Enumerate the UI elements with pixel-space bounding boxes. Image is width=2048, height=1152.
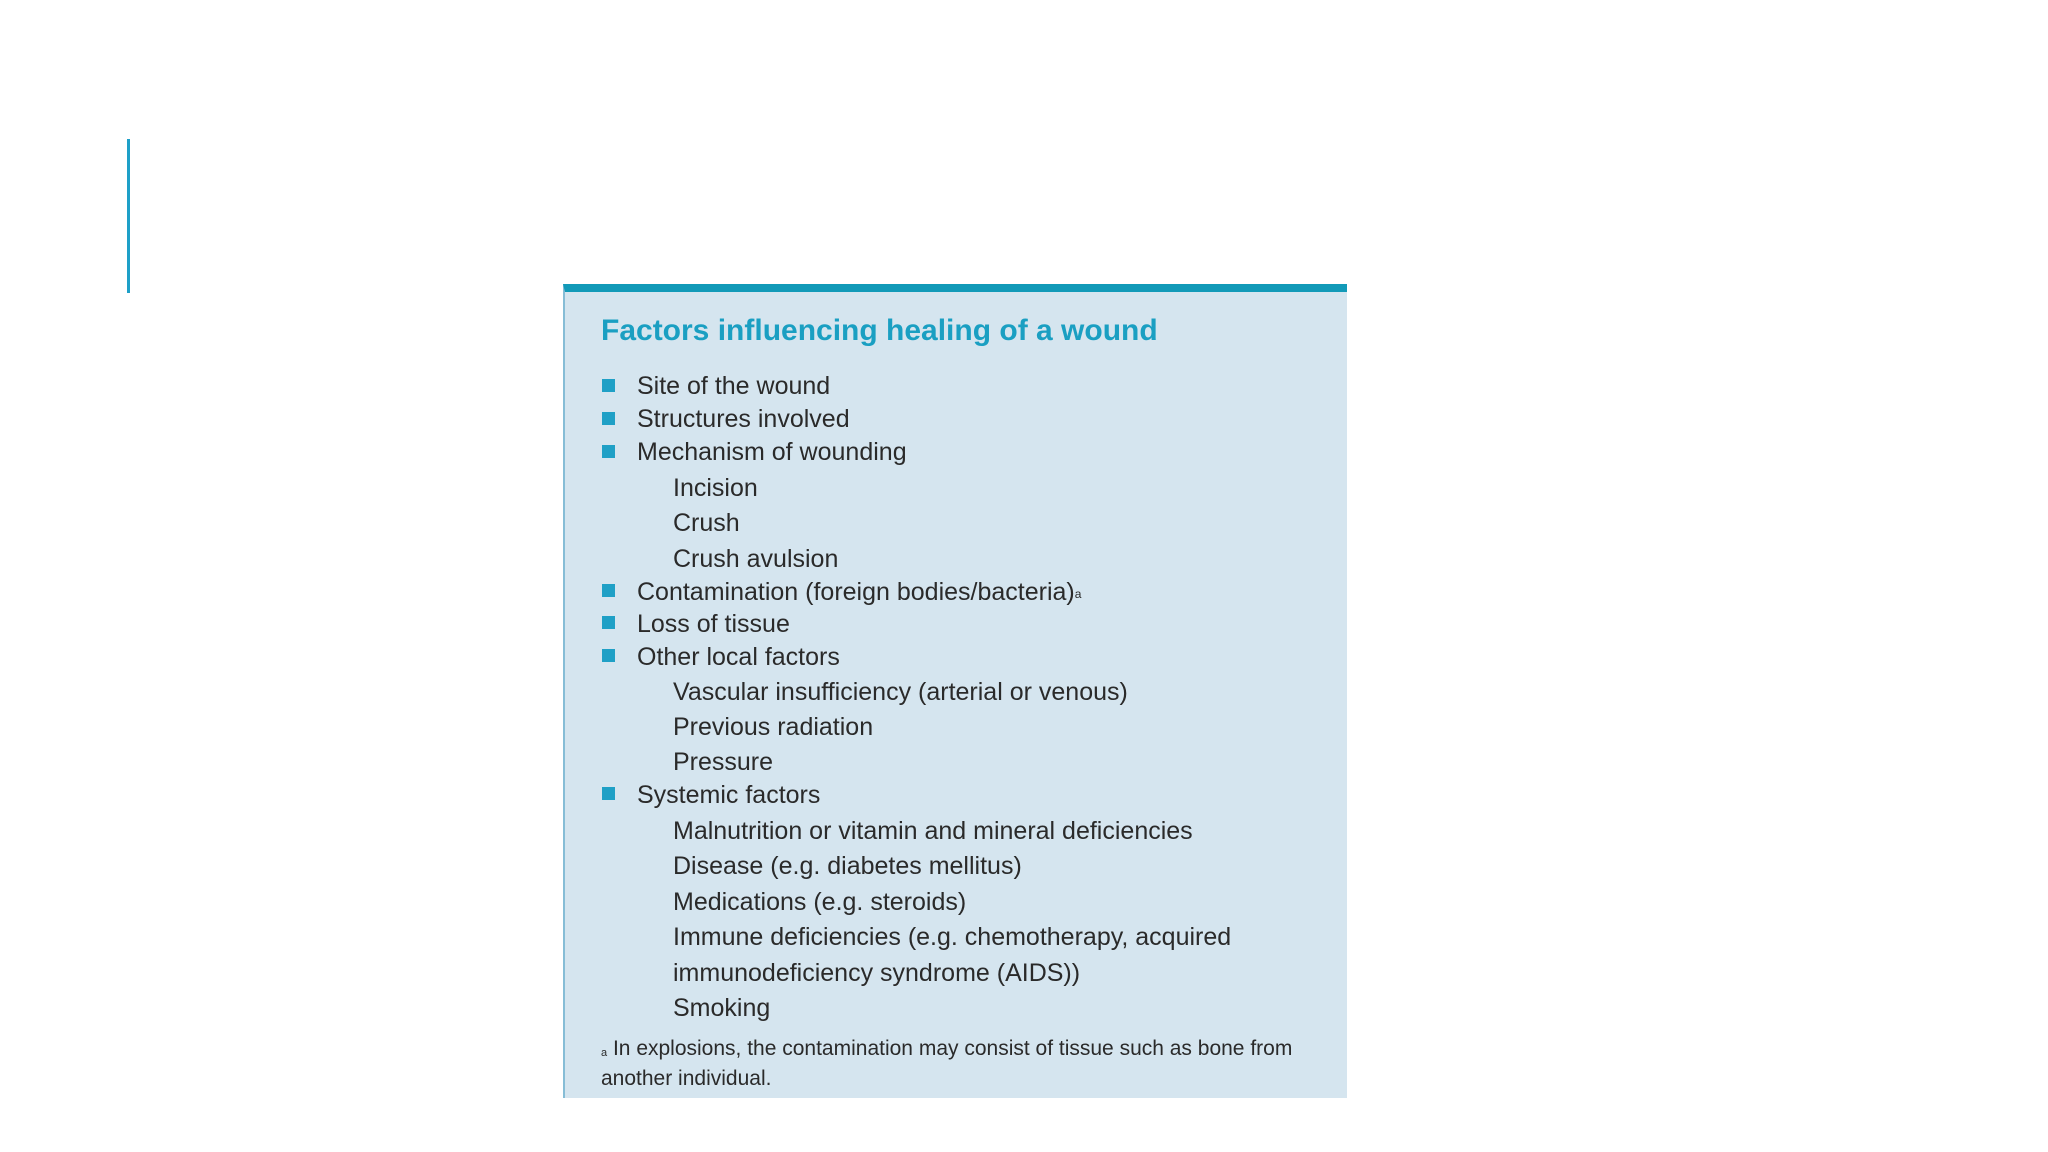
footnote-mark: a: [601, 1047, 608, 1059]
footnote-text: In explosions, the contamination may consist of tissue such as bone from another individual.: [601, 1037, 1293, 1090]
factor-systemic: Systemic factors: [637, 781, 821, 809]
sub-factor-incision: Incision: [673, 474, 758, 502]
sub-factor-pressure: Pressure: [673, 748, 774, 776]
factor-site: Site of the wound: [637, 372, 831, 400]
bullet-icon: [602, 787, 615, 800]
box-title: Factors influencing healing of a wound: [601, 314, 1158, 347]
factor-other-local: Other local factors: [637, 643, 840, 671]
sub-factor-vascular: Vascular insufficiency (arterial or venous): [673, 678, 1128, 706]
wound-healing-factors-box: [563, 284, 1347, 1098]
sub-factor-radiation: Previous radiation: [673, 713, 874, 741]
factor-mechanism: Mechanism of wounding: [637, 438, 907, 466]
footnote: [601, 1034, 1321, 1094]
sub-factor-crush: Crush: [673, 509, 740, 537]
sub-factor-disease: Disease (e.g. diabetes mellitus): [673, 852, 1022, 880]
sub-factor-immune-cont: immunodeficiency syndrome (AIDS)): [673, 959, 1081, 987]
bullet-icon: [602, 445, 615, 458]
bullet-icon: [602, 584, 615, 597]
slide-accent-line: [127, 139, 130, 293]
factor-contamination-text: Contamination (foreign bodies/bacteria): [637, 578, 1075, 606]
bullet-icon: [602, 616, 615, 629]
sub-factor-medications: Medications (e.g. steroids): [673, 888, 967, 916]
factor-structures: Structures involved: [637, 405, 850, 433]
footnote-marker: a: [1074, 587, 1082, 601]
bullet-icon: [602, 379, 615, 392]
sub-factor-malnutrition: Malnutrition or vitamin and mineral deficiencies: [673, 817, 1193, 845]
bullet-icon: [602, 649, 615, 662]
factor-contamination: [637, 577, 1081, 607]
bullet-icon: [602, 412, 615, 425]
sub-factor-smoking: Smoking: [673, 994, 771, 1022]
factor-loss-of-tissue: Loss of tissue: [637, 610, 790, 638]
sub-factor-crush-avulsion: Crush avulsion: [673, 545, 839, 573]
sub-factor-immune: Immune deficiencies (e.g. chemotherapy, acquired: [673, 923, 1232, 951]
